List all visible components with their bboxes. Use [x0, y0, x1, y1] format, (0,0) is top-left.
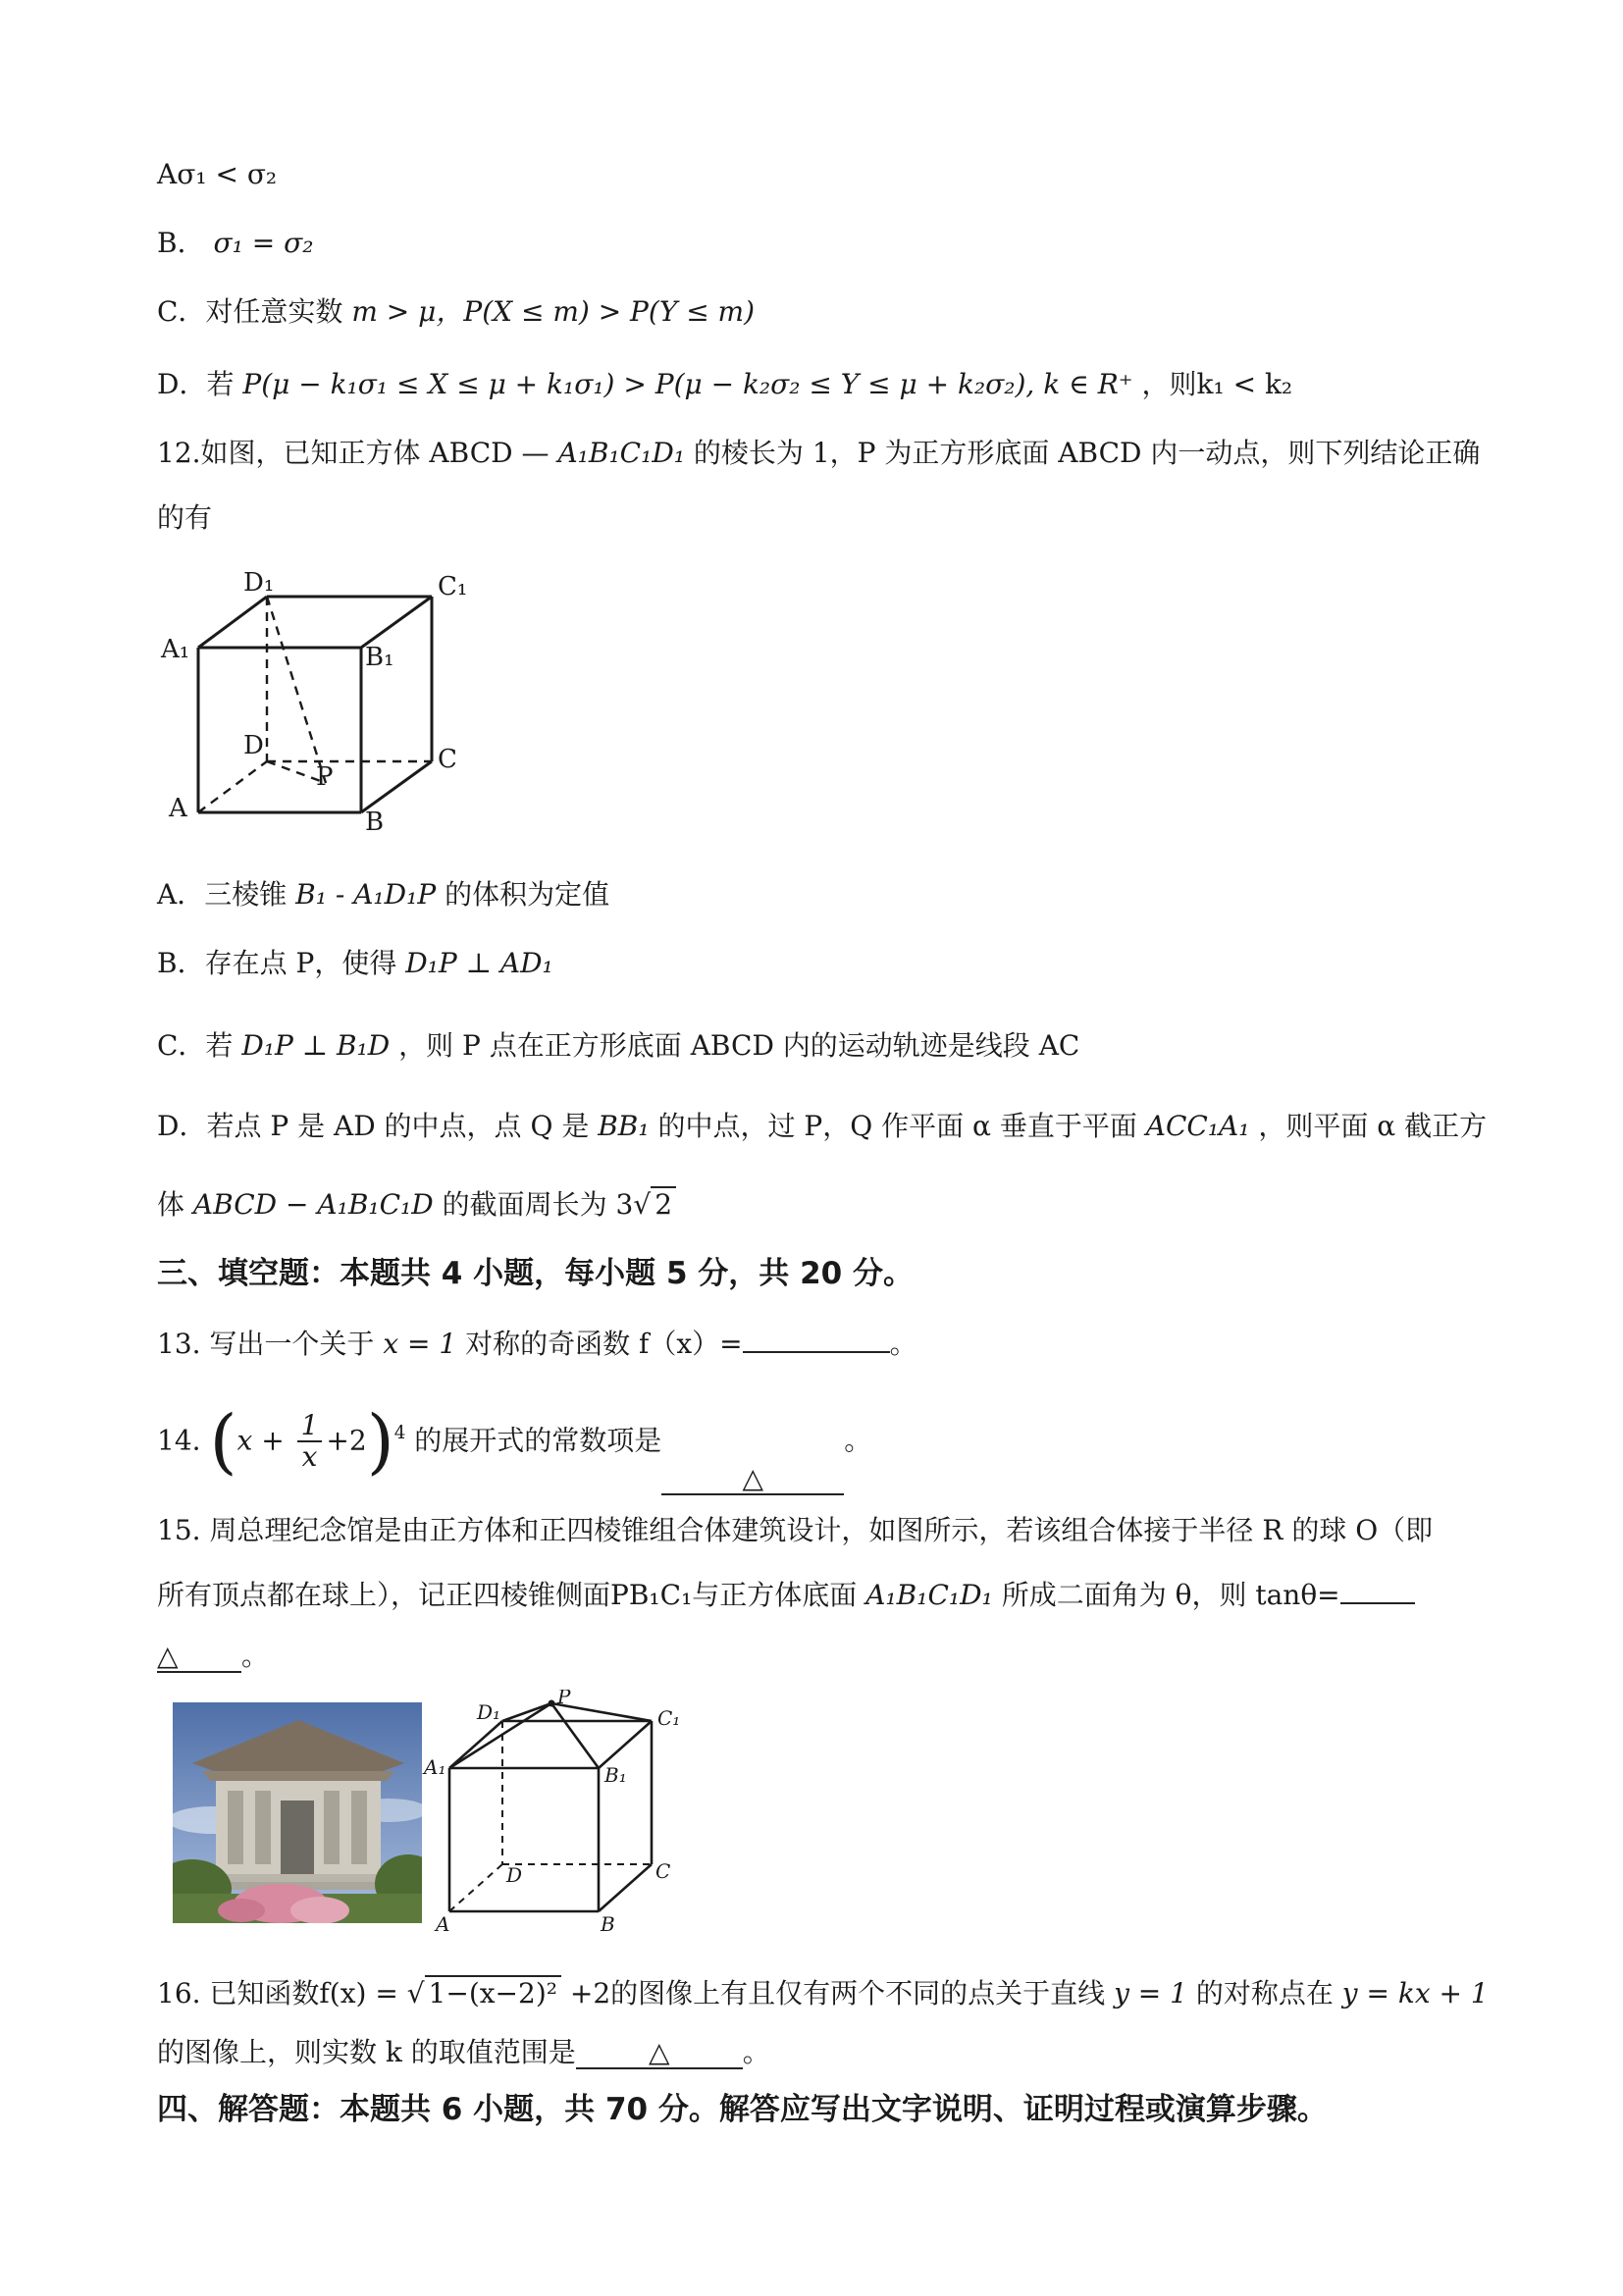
q16-sqrt-body: 1−(x−2)²: [425, 1975, 561, 2009]
q11-option-a: [157, 155, 277, 194]
section-3-heading-text: 三、填空题：本题共 4 小题，每小题 5 分，共 20 分。: [157, 1256, 915, 1291]
edge-c-b: [361, 761, 432, 812]
q13-prefix: 13. 写出一个关于: [157, 1328, 375, 1360]
q12-option-d-line2-mid: 的截面周长为 3: [442, 1188, 634, 1221]
q15-line2-suffix: 所成二面角为 θ，则 tanθ=: [1001, 1579, 1340, 1611]
q12-stem-line2-text: 的有: [157, 501, 213, 534]
q14-power: 4: [393, 1423, 406, 1443]
q16-math-kx: y = kx + 1: [1341, 1977, 1489, 2009]
q15-edge-c1-b1: [599, 1721, 652, 1768]
q15-label-a1: A₁: [424, 1755, 446, 1779]
q15-edge-a1-d1: [449, 1721, 502, 1768]
q12-option-d-sqrt-value: 2: [651, 1186, 676, 1221]
q14-fraction: [297, 1408, 323, 1473]
label-p: P: [316, 762, 334, 792]
q12-stem: [157, 434, 1480, 473]
q12-option-d-line2-prefix: 体: [157, 1188, 185, 1221]
q12-option-c-math: D₁P ⊥ B₁D: [241, 1029, 391, 1062]
q16-math-line: y = 1: [1114, 1977, 1187, 2009]
q12-option-d-label: D．若点 P 是 AD 的中点，点 Q 是: [157, 1110, 590, 1142]
q15-edge-a-d-hidden: [449, 1864, 502, 1911]
q13-text: 对称的奇函数 f（x）=: [465, 1328, 743, 1360]
q11-option-c-label: C．对任意实数: [157, 295, 343, 328]
q15-label-d1: D₁: [477, 1700, 501, 1724]
q15-label-b: B: [601, 1912, 615, 1935]
q12-option-c-suffix: ，则 P 点在正方形底面 ABCD 内的运动轨迹是线段 AC: [398, 1029, 1080, 1062]
q11-option-d-suffix: ，则k₁ < k₂: [1141, 368, 1293, 400]
q14-math-x: x: [236, 1424, 253, 1457]
q16-mid: 的对称点在: [1195, 1977, 1334, 2009]
q16-line2: [157, 2033, 770, 2072]
q12-cube-figure: [147, 559, 481, 834]
q12-stem-text: 的棱长为 1，P 为正方形底面 ABCD 内一动点，则下列结论正确: [693, 437, 1481, 469]
q16-suffix: 。: [742, 2036, 770, 2068]
q12-option-b: [157, 944, 553, 983]
q12-option-d-line2-math: ABCD − A₁B₁C₁D: [192, 1188, 434, 1221]
q12-option-a: [157, 875, 609, 914]
q15-line3: [157, 1637, 269, 1676]
q11-option-d-math: P(μ − k₁σ₁ ≤ X ≤ μ + k₁σ₁) > P(μ − k₂σ₂ ≤ Y ≤ μ + k₂σ₂), k ∈ R⁺: [242, 368, 1133, 400]
q15-line2-math: A₁B₁C₁D₁: [865, 1579, 993, 1611]
q11-option-b: [157, 224, 313, 263]
q15-label-d: D: [506, 1863, 523, 1887]
q15-apex-point: [549, 1700, 555, 1707]
q14-text: 的展开式的常数项是: [414, 1424, 662, 1457]
edge-a1-d1: [198, 597, 267, 648]
label-c: C: [438, 745, 457, 774]
label-b1: B₁: [365, 643, 394, 672]
section-4-heading: [157, 2090, 1328, 2129]
q16-line2-text: 的图像上，则实数 k 的取值范围是: [157, 2036, 576, 2068]
section-4-heading-text: 四、解答题：本题共 6 小题，共 70 分。解答应写出文字说明、证明过程或演算步骤。: [157, 2092, 1328, 2127]
q11-option-b-label: B．: [157, 227, 205, 259]
q16-blank-mark: △: [649, 2036, 670, 2068]
q15-line2: [157, 1576, 1415, 1615]
q15-label-c1: C₁: [657, 1706, 681, 1730]
q15-line1-text: 15. 周总理纪念馆是由正方体和正四棱锥组合体建筑设计，如图所示，若该组合体接于半径 R 的球 O（即: [157, 1514, 1434, 1546]
q12-option-b-label: B．存在点 P，使得: [157, 947, 397, 979]
q15-edge-p-b1: [551, 1703, 599, 1768]
q16-text: +2的图像上有且仅有两个不同的点关于直线: [569, 1977, 1106, 2009]
edge-c1-b1: [361, 597, 432, 648]
q14-fraction-denominator: x: [301, 1439, 318, 1473]
q15-line1: [157, 1511, 1433, 1550]
q12-option-d-suffix: ，则平面 α 截正方: [1258, 1110, 1488, 1142]
q14-left-paren: (: [209, 1399, 237, 1483]
q15-answer-blank[interactable]: [1340, 1602, 1415, 1604]
q13-answer-blank[interactable]: [743, 1351, 890, 1353]
q11-option-a-text: Aσ₁ < σ₂: [157, 158, 278, 190]
q16-line1: 16. 已知函数f(x) = √ 1−(x−2)² +2的图像上有且仅有两个不同的点关于直线 y = 1 的对称点在 y = kx + 1: [157, 1977, 1489, 2009]
q14-answer-blank[interactable]: [661, 1461, 844, 1495]
q12-option-d-line2: 体 ABCD − A₁B₁C₁D 的截面周长为 3√ 2: [157, 1185, 676, 1225]
q12-option-d-math2: ACC₁A₁: [1145, 1110, 1250, 1142]
label-c1: C₁: [438, 572, 468, 601]
q15-suffix: 。: [241, 1640, 270, 1672]
q13-suffix: 。: [889, 1328, 917, 1360]
q12-stem-line2: [157, 498, 212, 538]
q15-label-c: C: [655, 1859, 671, 1883]
label-a: A: [169, 794, 187, 823]
q12-option-c-label: C．若: [157, 1029, 234, 1062]
q15-line2-prefix: 所有顶点都在球上），记正四棱锥侧面PB₁C₁与正方体底面: [157, 1579, 858, 1611]
q14-math-plus2: +2: [326, 1424, 367, 1457]
q11-option-c: [157, 292, 755, 332]
q14-right-paren: ): [366, 1399, 394, 1483]
label-b: B: [365, 808, 385, 834]
section-3-heading: [157, 1254, 914, 1293]
q13-math: x = 1: [383, 1328, 457, 1360]
q12-option-d-math1: BB₁: [598, 1110, 650, 1142]
q12-option-c: [157, 1026, 1079, 1066]
memorial-hall-photo: [173, 1702, 422, 1923]
q12-option-d-mid: 的中点，过 P，Q 作平面 α 垂直于平面: [657, 1110, 1137, 1142]
q11-option-b-math: σ₁ = σ₂: [213, 227, 314, 259]
q14: 14. (x + $\frac{1}{x}$ +2)$^4$ 的展开式的常数项是△。: [157, 1399, 872, 1494]
q11-option-d: [157, 365, 1292, 404]
q14-blank-mark: △: [742, 1461, 764, 1494]
edge-a-d-hidden: [198, 761, 267, 812]
q15-label-p: P: [557, 1690, 571, 1708]
q15-cube-pyramid-figure: [420, 1690, 685, 1935]
q12-option-a-label: A．三棱锥: [157, 878, 288, 911]
label-a1: A₁: [161, 635, 190, 664]
q15-blank-mark: △: [157, 1640, 179, 1672]
q16-prefix: 16. 已知函数f(x) =: [157, 1977, 398, 2009]
q11-option-c-math: m > μ，P(X ≤ m) > P(Y ≤ m): [351, 295, 756, 328]
q12-stem-number: 12.如图，已知正方体 ABCD —: [157, 437, 550, 469]
label-d: D: [243, 731, 264, 760]
q12-option-b-math: D₁P ⊥ AD₁: [405, 947, 553, 979]
q14-fraction-numerator: 1: [297, 1411, 323, 1442]
q14-number: 14.: [157, 1424, 201, 1457]
q12-option-a-suffix: 的体积为定值: [445, 878, 610, 911]
q15-label-b1: B₁: [604, 1763, 627, 1787]
q12-option-a-math: B₁ - A₁D₁P: [295, 878, 437, 911]
q15-label-a: A: [436, 1912, 450, 1935]
q11-option-d-label: D．若: [157, 368, 235, 400]
label-d1: D₁: [243, 568, 275, 598]
q12-stem-math: A₁B₁C₁D₁: [557, 437, 686, 469]
q15-answer-blank-cont[interactable]: [157, 1642, 241, 1673]
q15-edge-c-b: [599, 1864, 652, 1911]
q12-option-d: [157, 1107, 1487, 1146]
segment-d1-p-hidden: [267, 597, 326, 783]
q14-suffix: 。: [844, 1424, 872, 1457]
q16-answer-blank[interactable]: [576, 2038, 743, 2069]
q13: [157, 1325, 917, 1364]
